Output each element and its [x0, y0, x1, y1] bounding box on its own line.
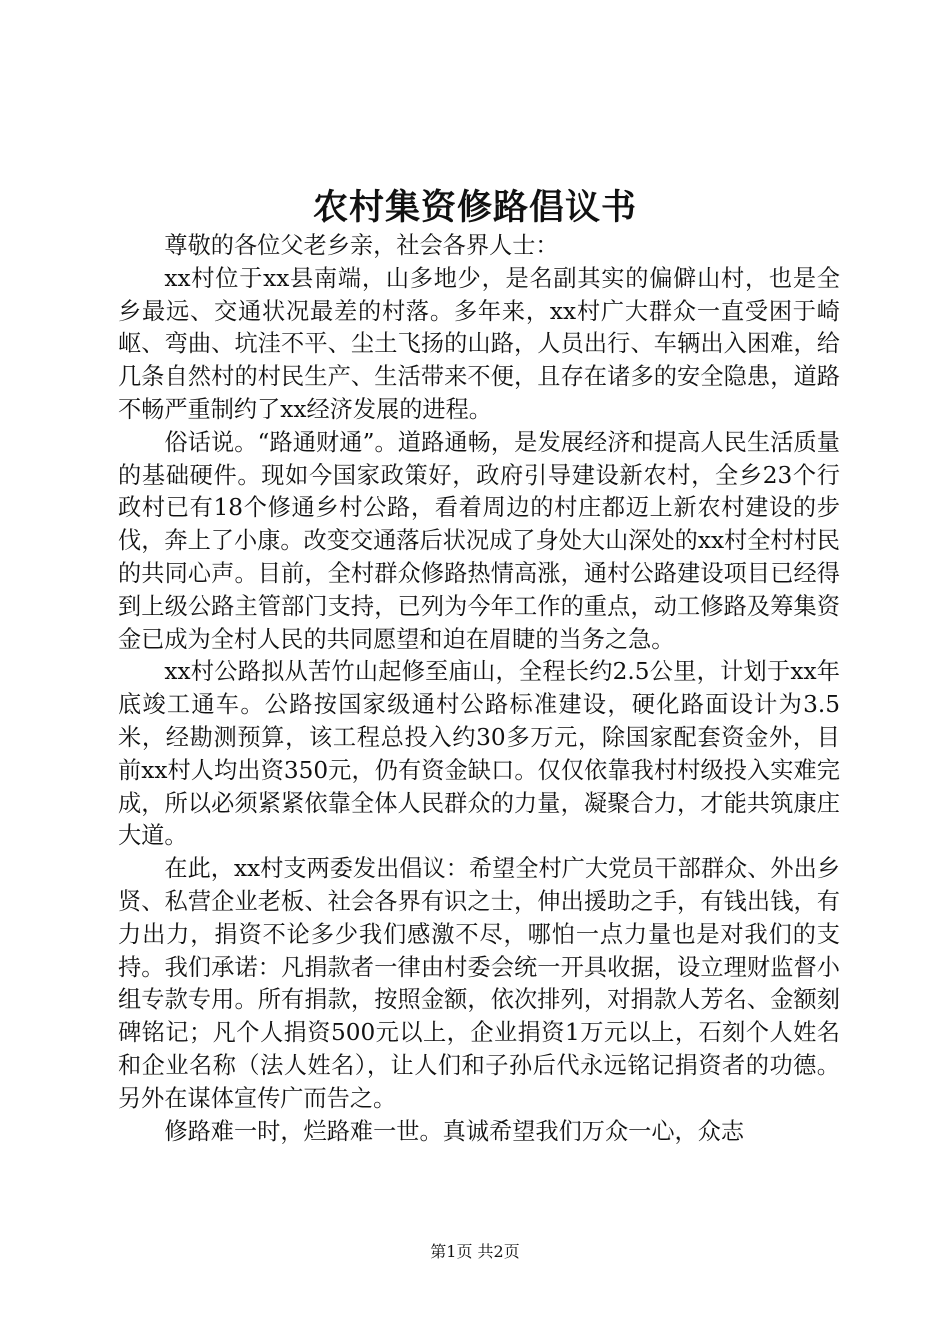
- paragraph-2: 俗话说。“路通财通”。道路通畅，是发展经济和提高人民生活质量的基础硬件。现如今国家政策好，政府引导建设新农村，全乡23个行政村已有18个修通乡村公路，看着周边的村庄都迈上新农村建设的步伐，奔上了小康。改变交通落后状况成了身处大山深处的xx村全村村民的共同心声。目前，全村群众修路热情高涨，通村公路建设项目已经得到上级公路主管部门支持，已列为今年工作的重点，动工修路及筹集资金已成为全村人民的共同愿望和迫在眉睫的当务之急。: [118, 428, 840, 653]
- paragraph-4: 在此，xx村支两委发出倡议：希望全村广大党员干部群众、外出乡贤、私营企业老板、社会各界有识之士，伸出援助之手，有钱出钱，有力出力，捐资不论多少我们感激不尽，哪怕一点力量也是对我们的支持。我们承诺：凡捐款者一律由村委会统一开具收据，设立理财监督小组专款专用。所有捐款，按照金额，依次排列，对捐款人芳名、金额刻碑铭记；凡个人捐资500元以上，企业捐资1万元以上，石刻个人姓名和企业名称（法人姓名），让人们和子孙后代永远铭记捐资者的功德。另外在谋体宣传广而告之。: [118, 855, 840, 1112]
- page-footer: [0, 1242, 950, 1262]
- document-body: [118, 230, 840, 1148]
- paragraph-5: 修路难一时，烂路难一世。真诚希望我们万众一心，众志: [164, 1117, 745, 1145]
- salutation: 尊敬的各位父老乡亲，社会各界人士：: [164, 232, 559, 259]
- paragraph-1: xx村位于xx县南端，山多地少，是名副其实的偏僻山村，也是全乡最远、交通状况最差的村落。多年来，xx村广大群众一直受困于崎岖、弯曲、坑洼不平、尘土飞扬的山路，人员出行、车辆出入困难，给几条自然村的村民生产、生活带来不便，且存在诸多的安全隐患，道路不畅严重制约了xx经济发展的进程。: [118, 264, 840, 423]
- page-indicator: 第1页 共2页: [430, 1242, 520, 1261]
- paragraph-3: xx村公路拟从苦竹山起修至庙山，全程长约2.5公里，计划于xx年底竣工通车。公路按国家级通村公路标准建设，硬化路面设计为3.5米，经勘测预算，该工程总投入约30多万元，除国家配套资金外，目前xx村人均出资350元，仍有资金缺口。仅仅依靠我村村级投入实难完成，所以必须紧紧依靠全体人民群众的力量，凝聚合力，才能共筑康庄大道。: [118, 658, 840, 850]
- document-title: 农村集资修路倡议书: [312, 187, 637, 228]
